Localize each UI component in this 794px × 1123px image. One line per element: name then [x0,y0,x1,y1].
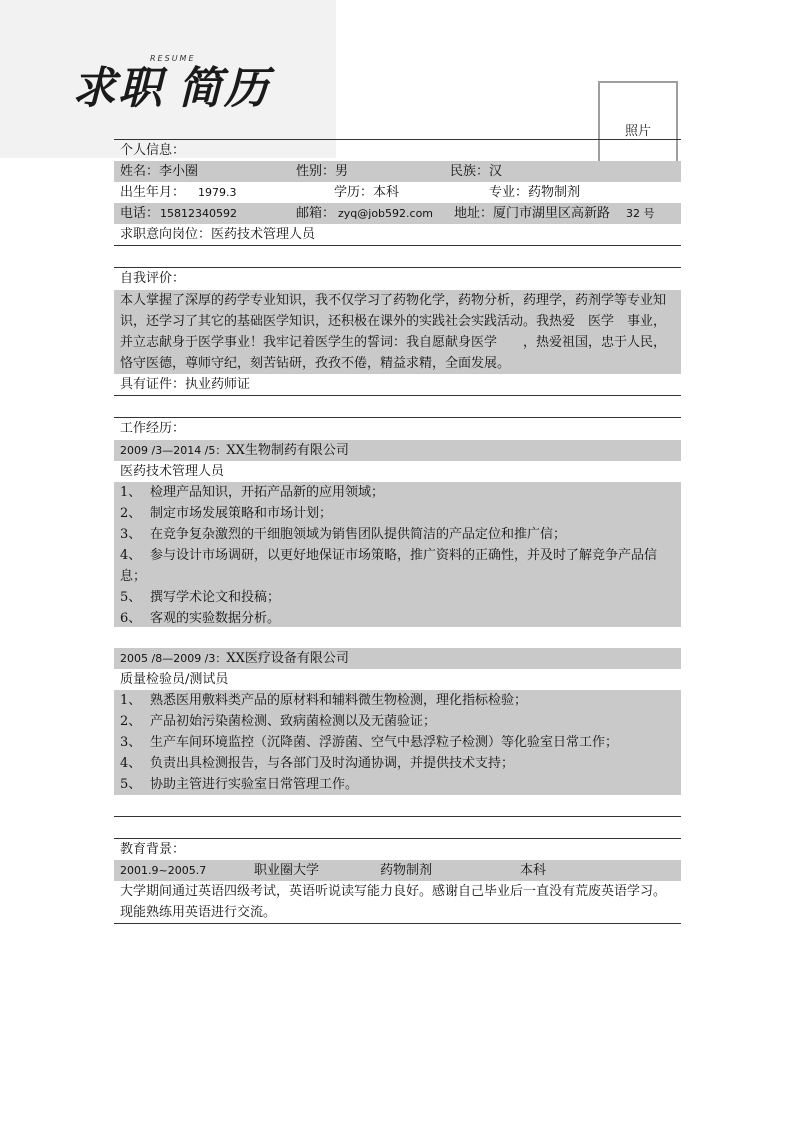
job-target: 求职意向岗位：医药技术管理人员 [120,227,316,242]
job-company: XX医疗设备有限公司 [226,651,349,666]
logo-part2: 简历 [178,63,270,114]
list-item: 5、 撰写学术论文和投稿； [120,590,281,605]
info-row-name [114,161,681,182]
phone-label: 电话： [120,206,160,221]
section-heading-work: 工作经历： [120,421,186,436]
education-period: 2001.9~2005.7 [120,864,207,877]
list-item: 1、 检理产品知识，开拓产品新的应用领域； [120,485,385,500]
list-item: 3、 生产车间环境监控（沉降菌、浮游菌、空气中悬浮粒子检测）等化验室日常工作； [120,735,619,750]
divider [114,923,681,924]
education-school: 职业圈大学 [254,863,320,878]
email-value: zyq@job592.com [338,207,434,220]
info-row-contact [114,203,681,224]
education-row [114,860,681,881]
education-field: 学历：本科 [334,185,400,200]
education-degree: 本科 [520,863,547,878]
education-major: 药物制剂 [380,863,433,878]
logo-subtitle: RESUME [150,54,196,63]
education-text: 大学期间通过英语四级考试，英语听说读写能力良好。感谢自己毕业后一直没有荒废英语学习。现能熟练用英语进行交流。 [120,884,667,920]
section-heading-self-eval: 自我评价： [120,271,186,286]
email-label: 邮箱： [296,206,336,221]
job-header [114,648,681,669]
gender-field: 性别：男 [296,164,349,179]
job-duties [114,482,681,627]
birth-value: 1979.3 [198,186,237,199]
self-eval-text: 本人掌握了深厚的药学专业知识，我不仅学习了药物化学，药物分析，药理学，药剂学等专业知识，还学习了其它的基础医学知识，还积极在课外的实践社会实践活动。我热爱 医学 事业，并立志献身于医学事业！我牢记着医学生的誓词：我自愿献身医学 ，热爱祖国，忠于人民，恪守医德，尊师守纪，刻苦钻研，孜孜不倦，精益求精，全面发展。 [114,290,681,374]
list-item: 2、 制定市场发展策略和市场计划； [120,506,333,521]
job-period: 2005 /8—2009 /3： [120,652,227,665]
job-title: 医药技术管理人员 [120,464,225,479]
list-item: 6、 客观的实验数据分析。 [120,611,281,626]
divider [114,245,681,246]
list-item: 2、 产品初始污染菌检测、致病菌检测以及无菌验证； [120,714,437,729]
birth-label: 出生年月： [120,185,186,200]
job-header [114,440,681,461]
list-item: 4、 参与设计市场调研，以更好地保证市场策略，推广资料的正确性，并及时了解竞争产品信息； [120,548,658,584]
phone-value: 15812340592 [160,207,237,220]
address-field: 地址：厦门市湖里区高新路 [454,206,611,221]
job-duties [114,690,681,795]
job-company: XX生物制药有限公司 [226,443,349,458]
list-item: 4、 负责出具检测报告，与各部门及时沟通协调，并提供技术支持； [120,756,515,771]
job-period: 2009 /3—2014 /5： [120,444,227,457]
list-item: 3、 在竞争复杂激烈的干细胞领域为销售团队提供简洁的产品定位和推广信； [120,527,567,542]
list-item: 1、 熟悉医用敷料类产品的原材料和辅料微生物检测，理化指标检验； [120,693,528,708]
certificate: 具有证件：执业药师证 [120,377,251,392]
job-title: 质量检验员/测试员 [120,672,229,687]
name-field: 姓名：李小圈 [120,164,199,179]
section-heading-education: 教育背景： [120,842,186,857]
major-field: 专业：药物制剂 [489,185,581,200]
photo-label: 照片 [624,124,651,139]
address-number: 32 号 [626,207,655,220]
divider [114,816,681,817]
logo-part1: 求职 [72,63,164,114]
section-heading-personal: 个人信息： [120,143,186,158]
list-item: 5、 协助主管进行实验室日常管理工作。 [120,777,359,792]
divider [114,395,681,396]
ethnicity-field: 民族：汉 [450,164,503,179]
info-row-birth [114,182,681,203]
